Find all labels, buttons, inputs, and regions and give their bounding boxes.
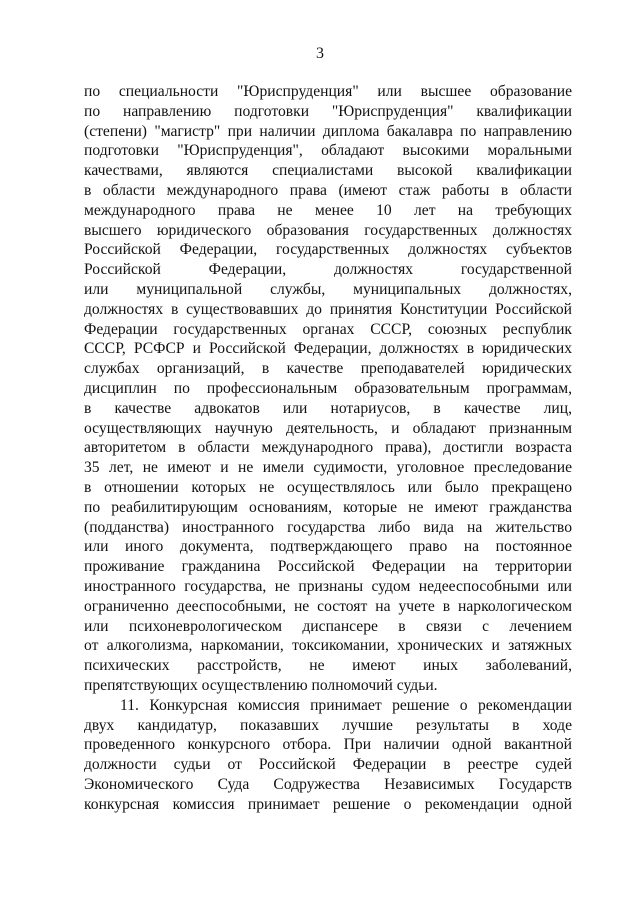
- text-line: по направлению подготовки "Юриспруденция" квалификации: [84, 102, 572, 120]
- text-line: должностях в существовавших до принятия Конституции Российской: [84, 300, 572, 318]
- text-line: психических расстройств, не имеют иных заболеваний,: [84, 657, 572, 675]
- text-line: по реабилитирующим основаниям, которые не имеют гражданства: [84, 498, 572, 516]
- text-line: (подданства) иностранного государства либо вида на жительство: [84, 518, 572, 536]
- text-line: в отношении которых не осуществлялось или было прекращено: [84, 478, 572, 496]
- paragraph-continued: [84, 82, 572, 696]
- text-line: авторитетом в области международного права), достигли возраста: [84, 439, 572, 457]
- text-line: в области международного права (имеют стаж работы в области: [84, 181, 572, 199]
- text-line: от алкоголизма, наркомании, токсикомании, хронических и затяжных: [84, 637, 572, 655]
- text-line: Федерации государственных органах СССР, союзных республик: [84, 320, 572, 338]
- text-line: иностранного государства, не признаны судом недееспособными или: [84, 577, 572, 595]
- text-line: проживание гражданина Российской Федерации на территории: [84, 558, 572, 576]
- text-line: подготовки "Юриспруденция", обладают высокими моральными: [84, 142, 572, 160]
- text-line: препятствующих осуществлению полномочий судьи.: [84, 676, 438, 694]
- document-body: [84, 82, 572, 814]
- text-line: Российской Федерации, должностях государственной: [84, 261, 572, 279]
- text-line: должности судьи от Российской Федерации в реестре судей: [84, 756, 572, 774]
- text-line: или муниципальной службы, муниципальных должностях,: [84, 280, 572, 298]
- text-line: конкурсная комиссия принимает решение о рекомендации одной: [84, 795, 572, 813]
- text-line: двух кандидатур, показавших лучшие результаты в ходе: [84, 716, 572, 734]
- page-number: 3: [316, 45, 324, 62]
- text-line: Российской Федерации, государственных должностях субъектов: [84, 241, 572, 259]
- text-line: качествами, являются специалистами высокой квалификации: [84, 162, 572, 180]
- text-line: СССР, РСФСР и Российской Федерации, должностях в юридических: [84, 340, 572, 358]
- text-line: проведенного конкурсного отбора. При наличии одной вакантной: [84, 736, 572, 754]
- text-line: по специальности "Юриспруденция" или высшее образование: [84, 83, 572, 100]
- paragraph-11: [84, 696, 572, 815]
- text-line: 11. Конкурсная комиссия принимает решение о рекомендации: [120, 696, 572, 714]
- text-line: ограниченно дееспособными, не состоят на учете в наркологическом: [84, 597, 572, 615]
- text-line: осуществляющих научную деятельность, и обладают признанным: [84, 419, 572, 437]
- text-line: Экономического Суда Содружества Независимых Государств: [84, 775, 572, 793]
- text-line: международного права не менее 10 лет на требующих: [84, 201, 572, 219]
- text-line: или психоневрологическом диспансере в связи с лечением: [84, 617, 572, 635]
- text-line: (степени) "магистр" при наличии диплома бакалавра по направлению: [84, 122, 572, 140]
- text-line: службах организаций, в качестве преподавателей юридических: [84, 360, 572, 378]
- text-line: 35 лет, не имеют и не имели судимости, уголовное преследование: [84, 459, 572, 477]
- text-line: в качестве адвокатов или нотариусов, в качестве лиц,: [84, 399, 572, 417]
- text-line: или иного документа, подтверждающего право на постоянное: [84, 538, 572, 556]
- text-line: высшего юридического образования государственных должностях: [84, 221, 572, 239]
- text-line: дисциплин по профессиональным образовательным программам,: [84, 379, 572, 397]
